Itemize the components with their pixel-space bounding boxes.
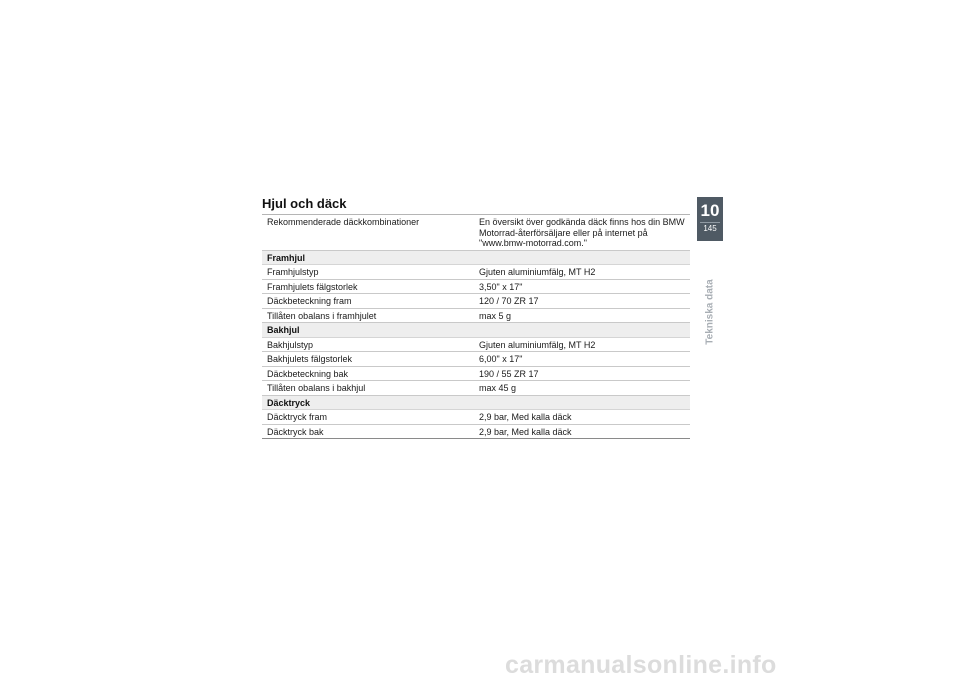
table-row — [262, 265, 690, 280]
section-heading: Däcktryck — [262, 395, 690, 410]
row-label: Tillåten obalans i framhjulet — [262, 308, 474, 323]
table-row — [262, 410, 690, 425]
badge-divider — [700, 222, 720, 223]
row-value: 3,50" x 17" — [474, 279, 690, 294]
page-number: 145 — [703, 224, 717, 233]
chapter-badge — [697, 197, 723, 241]
row-value: max 45 g — [474, 381, 690, 396]
chapter-number: 10 — [700, 201, 720, 220]
row-label: Bakhjulstyp — [262, 337, 474, 352]
row-label: Framhjulets fälgstorlek — [262, 279, 474, 294]
section-heading-row — [262, 250, 690, 265]
row-label: Däcktryck bak — [262, 424, 474, 439]
table-row — [262, 352, 690, 367]
table-row — [262, 294, 690, 309]
page-title: Hjul och däck — [262, 196, 347, 211]
row-value: En översikt över godkända däck finns hos din BMW Motorrad-återförsäljare eller på internet på "www.bmw-motorrad.com." — [474, 215, 690, 251]
row-label: Rekommenderade däckkombinationer — [262, 215, 474, 251]
row-value: Gjuten aluminiumfälg, MT H2 — [474, 337, 690, 352]
row-value: 190 / 55 ZR 17 — [474, 366, 690, 381]
watermark: carmanualsonline.info — [505, 651, 777, 679]
row-value: 6,00" x 17" — [474, 352, 690, 367]
row-label: Tillåten obalans i bakhjul — [262, 381, 474, 396]
row-label: Däckbeteckning fram — [262, 294, 474, 309]
row-label: Däcktryck fram — [262, 410, 474, 425]
table-row — [262, 424, 690, 439]
table-row — [262, 279, 690, 294]
section-heading-row — [262, 323, 690, 338]
table-row — [262, 381, 690, 396]
row-label: Framhjulstyp — [262, 265, 474, 280]
table-row — [262, 308, 690, 323]
table-row — [262, 337, 690, 352]
section-heading: Framhjul — [262, 250, 690, 265]
row-value: Gjuten aluminiumfälg, MT H2 — [474, 265, 690, 280]
row-label: Däckbeteckning bak — [262, 366, 474, 381]
row-value: 2,9 bar, Med kalla däck — [474, 424, 690, 439]
row-value: 2,9 bar, Med kalla däck — [474, 410, 690, 425]
row-value: max 5 g — [474, 308, 690, 323]
table-row — [262, 366, 690, 381]
chapter-label: Tekniska data — [704, 279, 716, 345]
row-value: 120 / 70 ZR 17 — [474, 294, 690, 309]
section-heading: Bakhjul — [262, 323, 690, 338]
table-row — [262, 215, 690, 251]
row-label: Bakhjulets fälgstorlek — [262, 352, 474, 367]
section-heading-row — [262, 395, 690, 410]
spec-table — [262, 214, 690, 439]
